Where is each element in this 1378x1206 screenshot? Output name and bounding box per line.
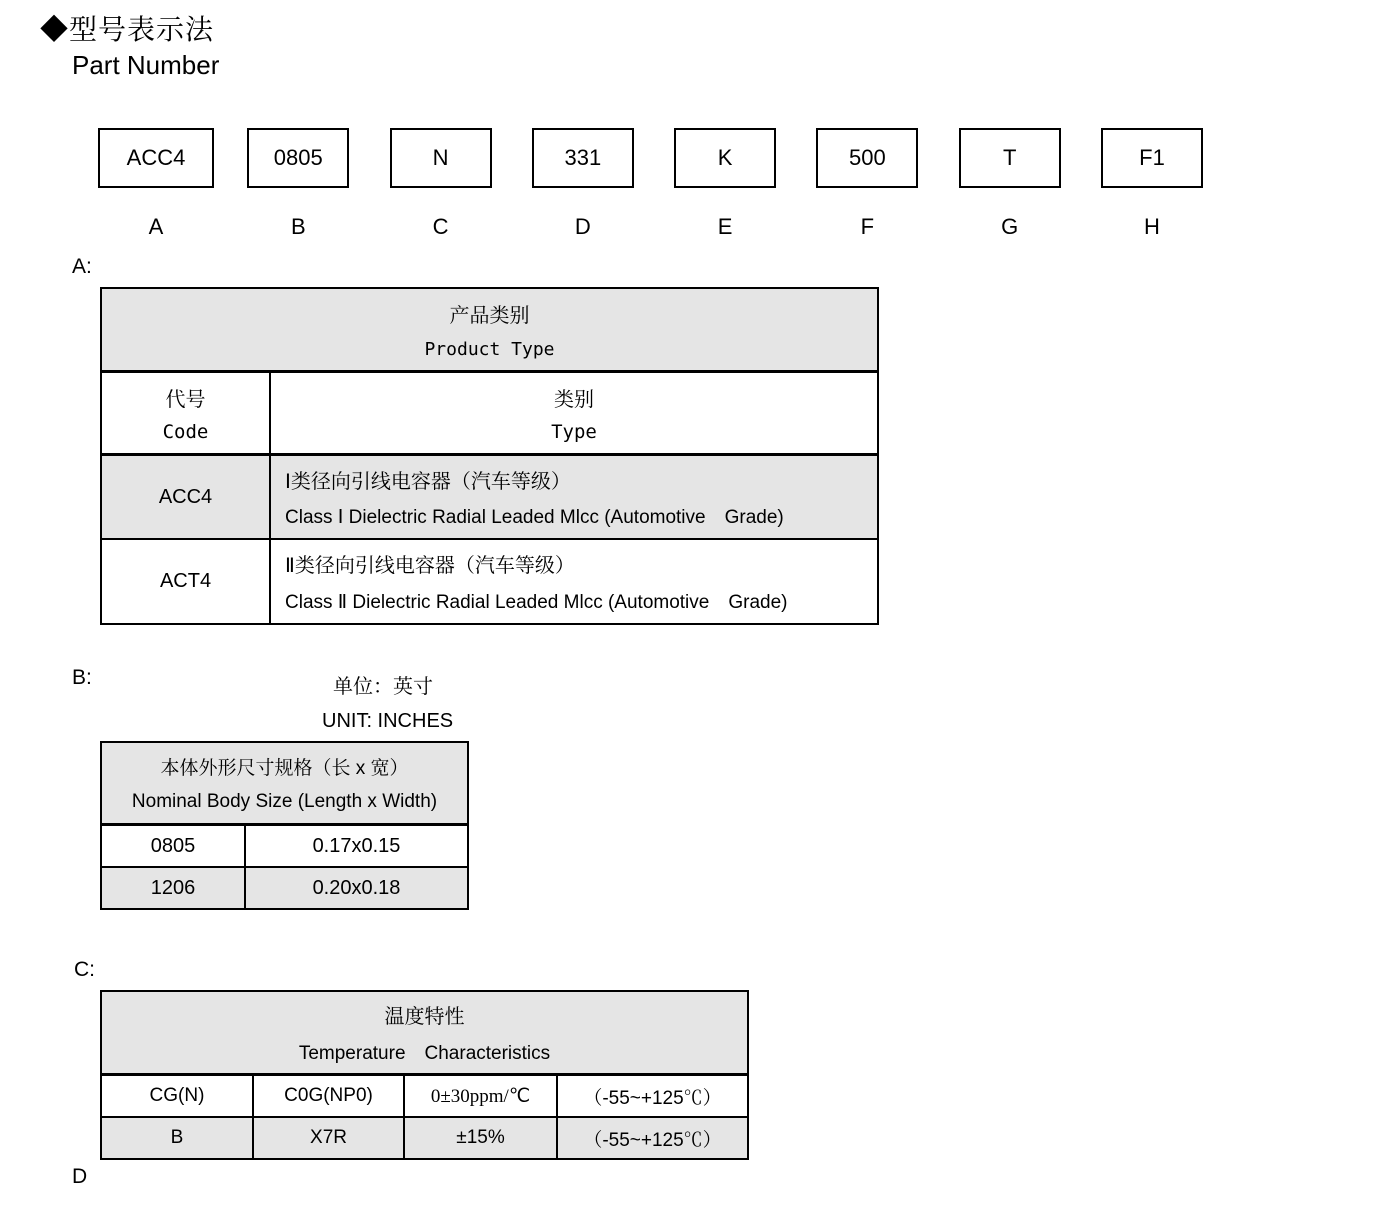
description-en: Class Ⅰ Dielectric Radial Leaded Mlcc (Automotive Grade): [285, 507, 784, 529]
type-header-zh: 类别: [554, 388, 594, 411]
product-description: [271, 540, 877, 623]
table-row: [102, 456, 877, 540]
temperature-table-header: [102, 992, 747, 1076]
section-b-label: B:: [72, 666, 92, 689]
description-zh: Ⅱ类径向引线电容器（汽车等级）: [285, 555, 575, 577]
part-number-letter: D: [574, 214, 591, 239]
part-number-box: T: [959, 128, 1061, 188]
table-title-zh: 温度特性: [384, 1006, 465, 1029]
product-type-table: [100, 287, 879, 625]
tc-coefficient: 0±30ppm/℃: [405, 1076, 558, 1116]
table-row: [102, 1076, 747, 1118]
body-size-table-header: [102, 743, 467, 826]
part-number-segment-c: [383, 128, 499, 240]
table-title-zh: 本体外形尺寸规格（长 x 宽）: [160, 758, 409, 780]
part-number-box: K: [674, 128, 776, 188]
size-dimensions: 0.20x0.18: [312, 876, 401, 899]
part-number-box: 0805: [247, 128, 349, 188]
tc-temp-range: （-55~+125℃）: [583, 1087, 722, 1109]
section-a-label: A:: [72, 255, 92, 278]
section-c-label: C:: [74, 958, 95, 981]
part-number-segment-a: [98, 128, 214, 240]
page-title-en: Part Number: [72, 50, 220, 80]
tc-dielectric: C0G(NP0): [254, 1076, 405, 1116]
page-title-zh: ◆型号表示法: [40, 14, 215, 45]
tc-temp-range: （-55~+125℃）: [583, 1129, 722, 1151]
size-code: 1206: [102, 868, 246, 908]
part-number-box: N: [390, 128, 492, 188]
part-number-diagram: [98, 128, 1210, 240]
product-type-table-header: [102, 289, 877, 373]
body-size-table: [100, 741, 469, 910]
code-header-en: Code: [162, 421, 209, 444]
tc-dielectric: X7R: [254, 1118, 405, 1158]
part-number-letter: C: [432, 214, 449, 239]
part-number-letter: E: [717, 214, 733, 239]
product-code: ACT4: [102, 540, 271, 623]
part-number-box: ACC4: [98, 128, 214, 188]
size-dimensions: 0.17x0.15: [312, 834, 401, 857]
code-column-header: [102, 373, 271, 453]
code-header-zh: 代号: [165, 388, 206, 411]
tc-coefficient: ±15%: [405, 1118, 558, 1158]
part-number-segment-f: [809, 128, 925, 240]
table-title-zh: 产品类别: [449, 305, 530, 328]
part-number-segment-h: [1094, 128, 1210, 240]
unit-note-zh: 单位：英寸: [333, 676, 433, 698]
part-number-box: 331: [532, 128, 634, 188]
table-row: [102, 868, 467, 908]
tc-code: B: [102, 1118, 254, 1158]
part-number-segment-d: [525, 128, 641, 240]
table-row: [102, 540, 877, 623]
table-row: [102, 1118, 747, 1158]
description-en: Class Ⅱ Dielectric Radial Leaded Mlcc (Automotive Grade): [285, 592, 788, 613]
size-code: 0805: [102, 826, 246, 866]
part-number-segment-e: [667, 128, 783, 240]
table-title-en: Product Type: [424, 338, 555, 360]
type-column-header: [271, 373, 877, 453]
part-number-letter: B: [290, 214, 306, 239]
section-d-label: D: [72, 1165, 88, 1188]
table-title-en: Temperature Characteristics: [298, 1042, 551, 1064]
column-header-row: [102, 373, 877, 456]
part-number-letter: H: [1144, 214, 1160, 239]
part-number-letter: G: [1001, 214, 1019, 239]
description-zh: Ⅰ类径向引线电容器（汽车等级）: [285, 470, 571, 493]
part-number-segment-g: [952, 128, 1068, 240]
table-title-en: Nominal Body Size (Length x Width): [131, 790, 438, 812]
part-number-box: F1: [1101, 128, 1203, 188]
product-description: [271, 456, 877, 538]
part-number-letter: A: [148, 214, 164, 239]
table-row: [102, 826, 467, 868]
part-number-letter: F: [860, 214, 875, 239]
part-number-segment-b: [240, 128, 356, 240]
type-header-en: Type: [551, 421, 597, 444]
part-number-box: 500: [816, 128, 918, 188]
temperature-characteristics-table: [100, 990, 749, 1160]
tc-code: CG(N): [102, 1076, 254, 1116]
product-code: ACC4: [102, 456, 271, 538]
unit-note-en: UNIT: INCHES: [322, 710, 454, 732]
